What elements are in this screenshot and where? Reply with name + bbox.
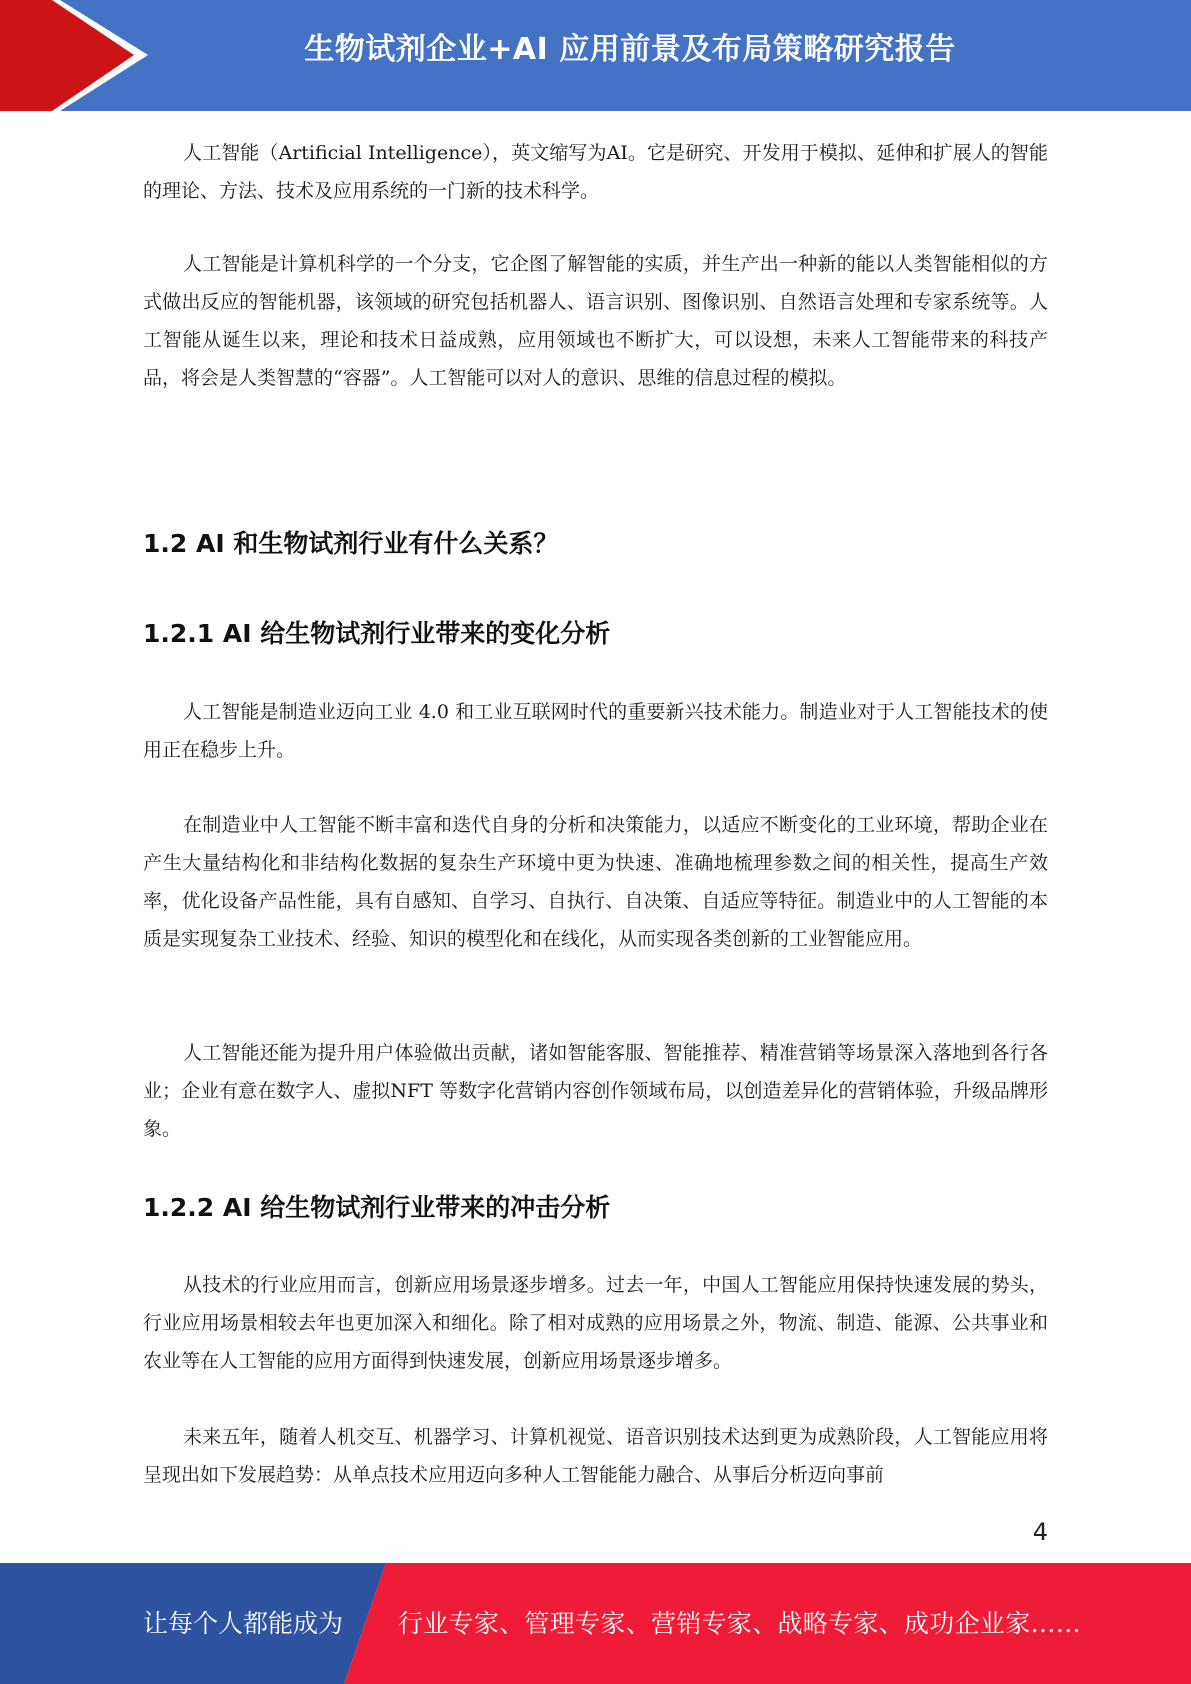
paragraph-industry-4: 人工智能是制造业迈向工业 4.0 和工业互联网时代的重要新兴技术能力。制造业对于人工智能技术的使用正在稳步上升。 (143, 701, 1048, 761)
footer-slogan-right: 行业专家、管理专家、营销专家、战略专家、成功企业家…… (398, 1609, 1082, 1638)
paragraph-ai-branch: 人工智能是计算机科学的一个分支，它企图了解智能的实质，并生产出一种新的能以人类智能相似的方式做出反应的智能机器，该领域的研究包括机器人、语言识别、图像识别、自然语言处理和专家系统等。人工智能从诞生以来，理论和技术日益成熟，应用领域也不断扩大，可以设想，未来人工智能带来的科技产品，将会是人类智慧的“容器”。人工智能可以对人的意识、思维的信息过程的模拟。 (143, 253, 1048, 389)
paragraph-future-trends: 未来五年，随着人机交互、机器学习、计算机视觉、语音识别技术达到更为成熟阶段，人工智能应用将呈现出如下发展趋势：从单点技术应用迈向多种人工智能能力融合、从事后分析迈向事前 (143, 1426, 1048, 1486)
paragraph-manufacturing-ai: 在制造业中人工智能不断丰富和迭代自身的分析和决策能力，以适应不断变化的工业环境，帮助企业在产生大量结构化和非结构化数据的复杂生产环境中更为快速、准确地梳理参数之间的相关性，提高生产效率，优化设备产品性能，具有自感知、自学习、自执行、自决策、自适应等特征。制造业中的人工智能的本质是实现复杂工业技术、经验、知识的模型化和在线化，从而实现各类创新的工业智能应用。 (143, 814, 1048, 950)
paragraph-application-scenarios: 从技术的行业应用而言，创新应用场景逐步增多。过去一年，中国人工智能应用保持快速发展的势头，行业应用场景相较去年也更加深入和细化。除了相对成熟的应用场景之外，物流、制造、能源、公共事业和农业等在人工智能的应用方面得到快速发展，创新应用场景逐步增多。 (143, 1274, 1048, 1372)
section-heading-1-2: 1.2 AI 和生物试剂行业有什么关系？ (143, 529, 559, 558)
section-heading-1-2-2: 1.2.2 AI 给生物试剂行业带来的冲击分析 (143, 1193, 611, 1222)
page-header-banner (0, 0, 1191, 111)
paragraph-ai-definition: 人工智能（Artificial Intelligence），英文缩写为AI。它是研究、开发用于模拟、延伸和扩展人的智能的理论、方法、技术及应用系统的一门新的技术科学。 (143, 142, 1048, 202)
page-number: 4 (1032, 1518, 1048, 1546)
paragraph-user-experience: 人工智能还能为提升用户体验做出贡献，诸如智能客服、智能推荐、精准营销等场景深入落地到各行各业；企业有意在数字人、虚拟NFT 等数字化营销内容创作领域布局，以创造差异化的营销体验，升级品牌形象。 (143, 1042, 1048, 1140)
report-title: 生物试剂企业+AI 应用前景及布局策略研究报告 (304, 32, 956, 67)
page-footer-banner (0, 1563, 1191, 1684)
footer-slogan-left: 让每个人都能成为 (143, 1609, 344, 1638)
section-heading-1-2-1: 1.2.1 AI 给生物试剂行业带来的变化分析 (143, 619, 611, 648)
